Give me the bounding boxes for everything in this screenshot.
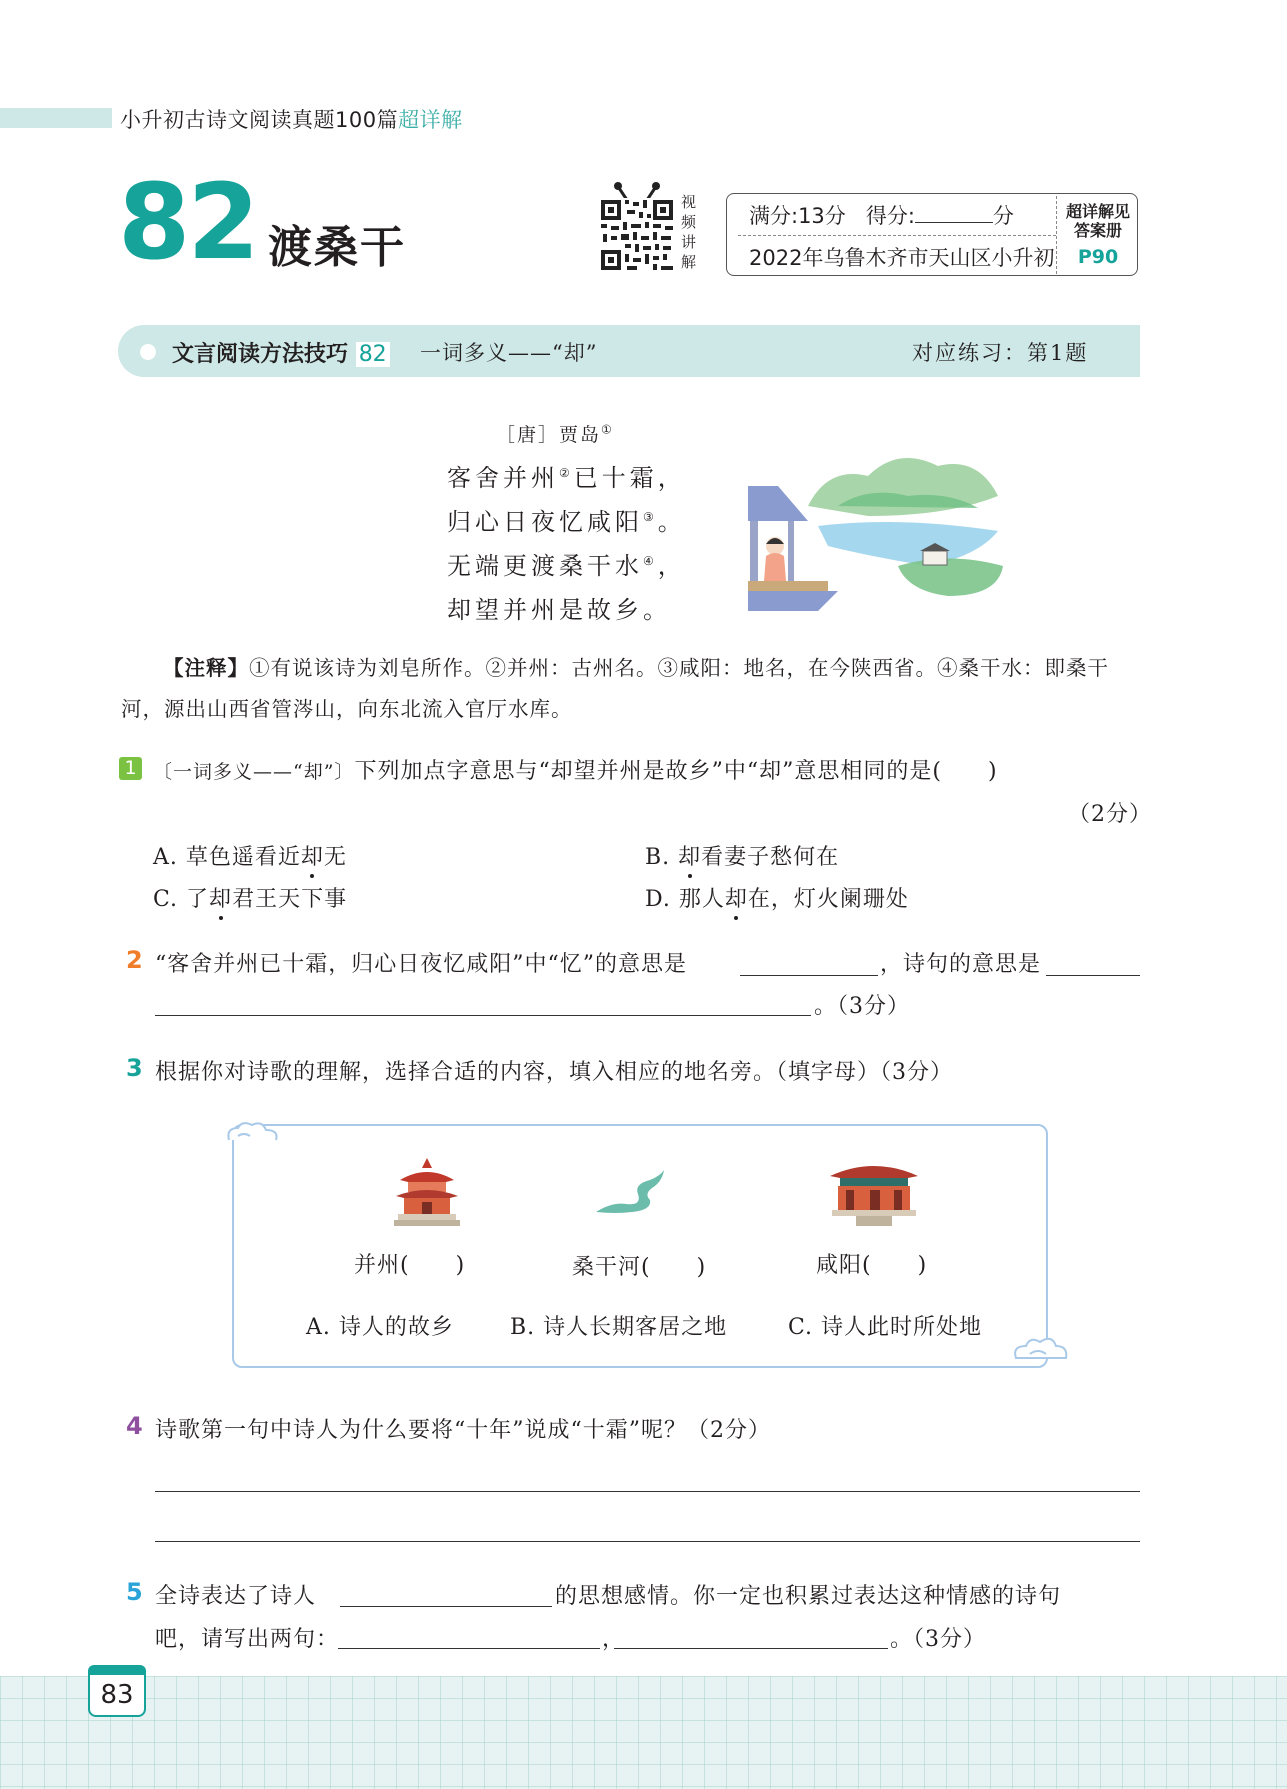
poem-line <box>447 502 686 537</box>
option-text: C. 了 <box>153 887 210 912</box>
question-1-tag: 〔一词多义——“却”〕 <box>153 761 355 783</box>
option-text: D. 那人 <box>645 887 725 912</box>
match-option-a: A. 诗人的故乡 <box>306 1315 454 1340</box>
option-text: B. <box>645 845 679 870</box>
question-2-blank-3[interactable] <box>155 1015 811 1016</box>
match-option-c: C. 诗人此时所处地 <box>788 1315 983 1340</box>
score-blank[interactable] <box>915 204 993 223</box>
poem-line-text: 却望并州是故乡。 <box>447 596 671 624</box>
option-text: 在，灯火阑珊处 <box>747 887 909 912</box>
question-1-stem <box>153 754 998 785</box>
poem-line-rest: 已十霜， <box>573 464 686 492</box>
score-obtained-label: 得分: <box>865 204 915 228</box>
method-title <box>172 337 390 368</box>
poem-line-text: 归心日夜忆咸阳 <box>447 508 643 536</box>
method-topic: 一词多义——“却” <box>420 341 598 365</box>
question-2-number: 2 <box>126 946 143 974</box>
method-practice: 对应练习：第1题 <box>912 341 1089 365</box>
calendar-icon <box>88 1665 146 1675</box>
poem-author-text: ［唐］贾岛 <box>496 424 602 446</box>
dotted-char: 却 <box>724 887 748 912</box>
match-option-b: B. 诗人长期客居之地 <box>510 1315 728 1340</box>
score-vertical-divider <box>1056 196 1057 274</box>
palace-building-icon <box>826 1156 922 1228</box>
option-text: A. 草色遥看近 <box>153 845 301 870</box>
notes-paragraph <box>121 648 1141 730</box>
place-bingzhou[interactable]: 并州( ) <box>354 1253 466 1278</box>
question-5-number: 5 <box>126 1578 143 1606</box>
pavilion-landscape-illustration <box>748 446 1014 620</box>
question-1-option-c[interactable] <box>153 882 347 913</box>
question-1-number: 1 <box>119 757 142 780</box>
question-2-text-1: “客舍并州已十霜，归心日夜忆咸阳”中“忆”的意思是 <box>155 952 687 977</box>
poem-line-rest: ， <box>657 552 686 580</box>
series-accent-text: 超详解 <box>398 108 463 132</box>
question-5-blank-3[interactable] <box>614 1648 888 1649</box>
question-5-separator: ， <box>602 1627 626 1652</box>
method-number: 82 <box>356 342 390 367</box>
poem-author <box>496 420 614 447</box>
question-5-text-2: 的思想感情。你一定也积累过表达这种情感的诗句 <box>555 1584 1062 1609</box>
option-text: 君王天下事 <box>232 887 348 912</box>
exam-source: 2022年乌鲁木齐市天山区小升初 <box>749 246 1055 270</box>
question-4-text: 诗歌第一句中诗人为什么要将“十年”说成“十霜”呢？（2分） <box>155 1418 771 1443</box>
answer-hint-line2: 答案册 <box>1073 221 1122 240</box>
question-5-text-3: 吧，请写出两句： <box>155 1627 340 1652</box>
pagoda-building-icon <box>392 1156 462 1228</box>
page-number: 83 <box>100 1680 134 1710</box>
question-4-answer-line-2[interactable] <box>155 1541 1140 1542</box>
question-1-text: 下列加点字意思与“却望并州是故乡”中“却”意思相同的是( ) <box>354 759 998 784</box>
question-4-number: 4 <box>126 1412 143 1440</box>
qr-code-icon[interactable] <box>597 180 677 274</box>
qr-caption: 视频讲解 <box>681 193 697 271</box>
poem-note-mark: ④ <box>643 554 658 568</box>
dotted-char: 却 <box>678 845 702 870</box>
poem-line <box>447 546 686 581</box>
question-5-text-1: 全诗表达了诗人 <box>155 1584 317 1609</box>
poem-line-text: 无端更渡桑干水 <box>447 552 643 580</box>
lesson-title: 渡桑干 <box>268 222 406 273</box>
question-2-blank-1[interactable] <box>740 975 878 976</box>
poem-line <box>447 590 671 625</box>
series-title-text: 小升初古诗文阅读真题100篇 <box>120 108 399 132</box>
full-score-label: 满分:13分 <box>749 204 846 228</box>
notes-label: 【注释】 <box>163 656 249 680</box>
grid-footer-background <box>0 1676 1287 1789</box>
dotted-char: 却 <box>209 887 233 912</box>
place-sanggan-river[interactable]: 桑干河( ) <box>572 1255 707 1280</box>
cloud-ornament-icon <box>1010 1330 1072 1366</box>
answer-hint <box>1058 202 1138 240</box>
score-unit: 分 <box>992 204 1014 228</box>
poem-line <box>447 458 686 493</box>
question-2-text-2: ，诗句的意思是 <box>880 952 1042 977</box>
poem-line-text: 客舍并州 <box>447 464 559 492</box>
series-title <box>120 104 463 134</box>
question-1-option-b[interactable] <box>645 840 839 871</box>
river-icon <box>592 1168 668 1216</box>
question-1-points: （2分） <box>1068 802 1152 827</box>
question-1-option-a[interactable] <box>153 840 347 871</box>
answer-hint-line1: 超详解见 <box>1065 202 1130 221</box>
method-title-text: 文言阅读方法技巧 <box>172 342 349 367</box>
lesson-number: 82 <box>118 161 257 283</box>
poem-author-note: ① <box>601 422 614 437</box>
score-line <box>749 200 1014 230</box>
question-4-answer-line-1[interactable] <box>155 1491 1140 1492</box>
option-text: 看妻子愁何在 <box>701 845 840 870</box>
question-3-text: 根据你对诗歌的理解，选择合适的内容，填入相应的地名旁。（填字母）（3分） <box>155 1060 953 1085</box>
answer-page: P90 <box>1077 246 1119 268</box>
question-5-blank-2[interactable] <box>338 1648 600 1649</box>
bullet-dot-icon <box>140 344 156 360</box>
place-xianyang[interactable]: 咸阳( ) <box>816 1253 928 1278</box>
dotted-char: 却 <box>300 845 324 870</box>
question-2-points: 。（3分） <box>814 994 910 1019</box>
question-5-blank-1[interactable] <box>340 1606 552 1607</box>
poem-note-mark: ② <box>559 466 574 480</box>
poem-line-rest: 。 <box>657 508 686 536</box>
notes-text: ①有说该诗为刘皂所作。②并州：古州名。③咸阳：地名，在今陕西省。④桑干水：即桑干河，源出山西省管涔山，向东北流入官厅水库。 <box>121 656 1109 721</box>
cloud-ornament-icon <box>224 1118 284 1148</box>
option-text: 无 <box>323 845 347 870</box>
question-1-option-d[interactable] <box>645 882 909 913</box>
question-5-points: 。（3分） <box>890 1627 986 1652</box>
score-divider <box>738 235 1056 236</box>
poem-note-mark: ③ <box>643 510 658 524</box>
question-2-blank-2[interactable] <box>1046 975 1140 976</box>
header-color-band <box>0 108 112 128</box>
question-3-number: 3 <box>126 1054 143 1082</box>
